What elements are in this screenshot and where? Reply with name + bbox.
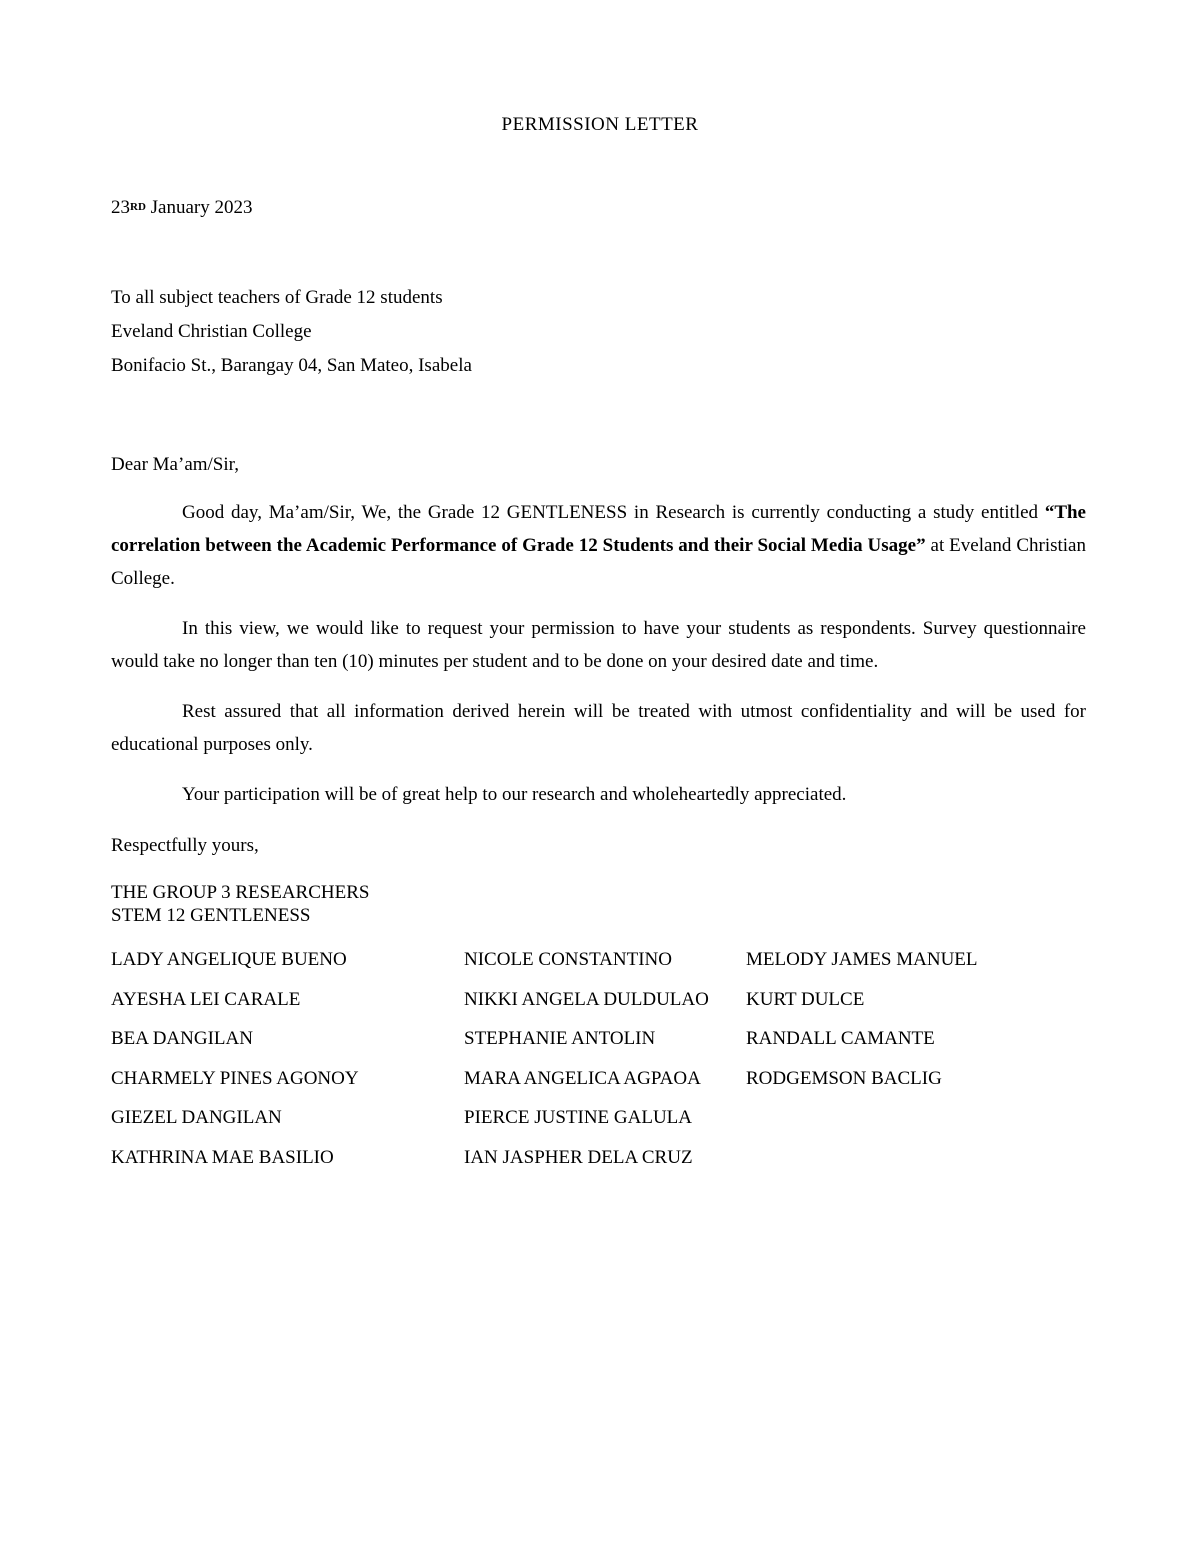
researcher-name: KURT DULCE: [746, 988, 865, 1010]
researcher-name: PIERCE JUSTINE GALULA: [464, 1107, 692, 1129]
recipient-line-3: Bonifacio St., Barangay 04, San Mateo, Isabela: [111, 355, 472, 376]
body-paragraph-4: [111, 778, 1086, 811]
researchers-column-3: [746, 950, 978, 1108]
researchers-column-1: [111, 950, 359, 1188]
researcher-name: RANDALL CAMANTE: [746, 1028, 935, 1050]
researcher-name: KATHRINA MAE BASILIO: [111, 1146, 334, 1168]
body-paragraph-1: [111, 496, 1086, 595]
paragraph-1-text: Good day, Ma’am/Sir, We, the Grade 12 GENTLENESS in Research is currently conducting a study entitled: [182, 502, 1045, 523]
researcher-name: NICOLE CONSTANTINO: [464, 949, 672, 970]
paragraph-4-text: Your participation will be of great help to our research and wholeheartedly appreciated.: [182, 784, 847, 805]
researcher-name: NIKKI ANGELA DULDULAO: [464, 988, 709, 1010]
letter-title: PERMISSION LETTER: [501, 114, 699, 135]
researcher-name: CHARMELY PINES AGONOY: [111, 1067, 359, 1089]
researcher-name: GIEZEL DANGILAN: [111, 1107, 282, 1129]
signature-group: THE GROUP 3 RESEARCHERS: [111, 882, 370, 903]
researcher-name: RODGEMSON BACLIG: [746, 1067, 942, 1089]
researcher-name: AYESHA LEI CARALE: [111, 988, 301, 1010]
recipient-line-1: To all subject teachers of Grade 12 students: [111, 287, 443, 308]
researcher-name: STEPHANIE ANTOLIN: [464, 1028, 656, 1050]
body-paragraph-2: [111, 612, 1086, 678]
paragraph-1-end: at Eveland Christian College.: [111, 535, 1086, 589]
salutation: Dear Ma’am/Sir,: [111, 454, 239, 475]
researcher-name: MARA ANGELICA AGPAOA: [464, 1067, 701, 1089]
researcher-name: LADY ANGELIQUE BUENO: [111, 949, 347, 970]
researcher-name: MELODY JAMES MANUEL: [746, 949, 978, 970]
date-suffix: RD: [130, 201, 146, 213]
researcher-name: BEA DANGILAN: [111, 1028, 253, 1050]
researchers-column-2: [464, 950, 709, 1188]
researcher-name: IAN JASPHER DELA CRUZ: [464, 1146, 693, 1168]
paragraph-3-text: Rest assured that all information derived herein will be treated with utmost confidentiality and will be used for educational purposes only.: [111, 701, 1086, 755]
paragraph-2-text: In this view, we would like to request your permission to have your students as respondents. Survey questionnaire would take no longer than ten (10) minutes per student and to be done on your desired date and time.: [111, 618, 1086, 672]
body-paragraph-3: [111, 695, 1086, 761]
date-day: 23: [111, 197, 130, 218]
study-title: “The correlation between the Academic Performance of Grade 12 Students and their Social Media Usage”: [111, 502, 1086, 556]
recipient-line-2: Eveland Christian College: [111, 321, 312, 342]
date-rest: January 2023: [145, 197, 253, 218]
letter-date: [111, 198, 252, 217]
closing: Respectfully yours,: [111, 835, 259, 856]
signature-section: STEM 12 GENTLENESS: [111, 905, 311, 926]
